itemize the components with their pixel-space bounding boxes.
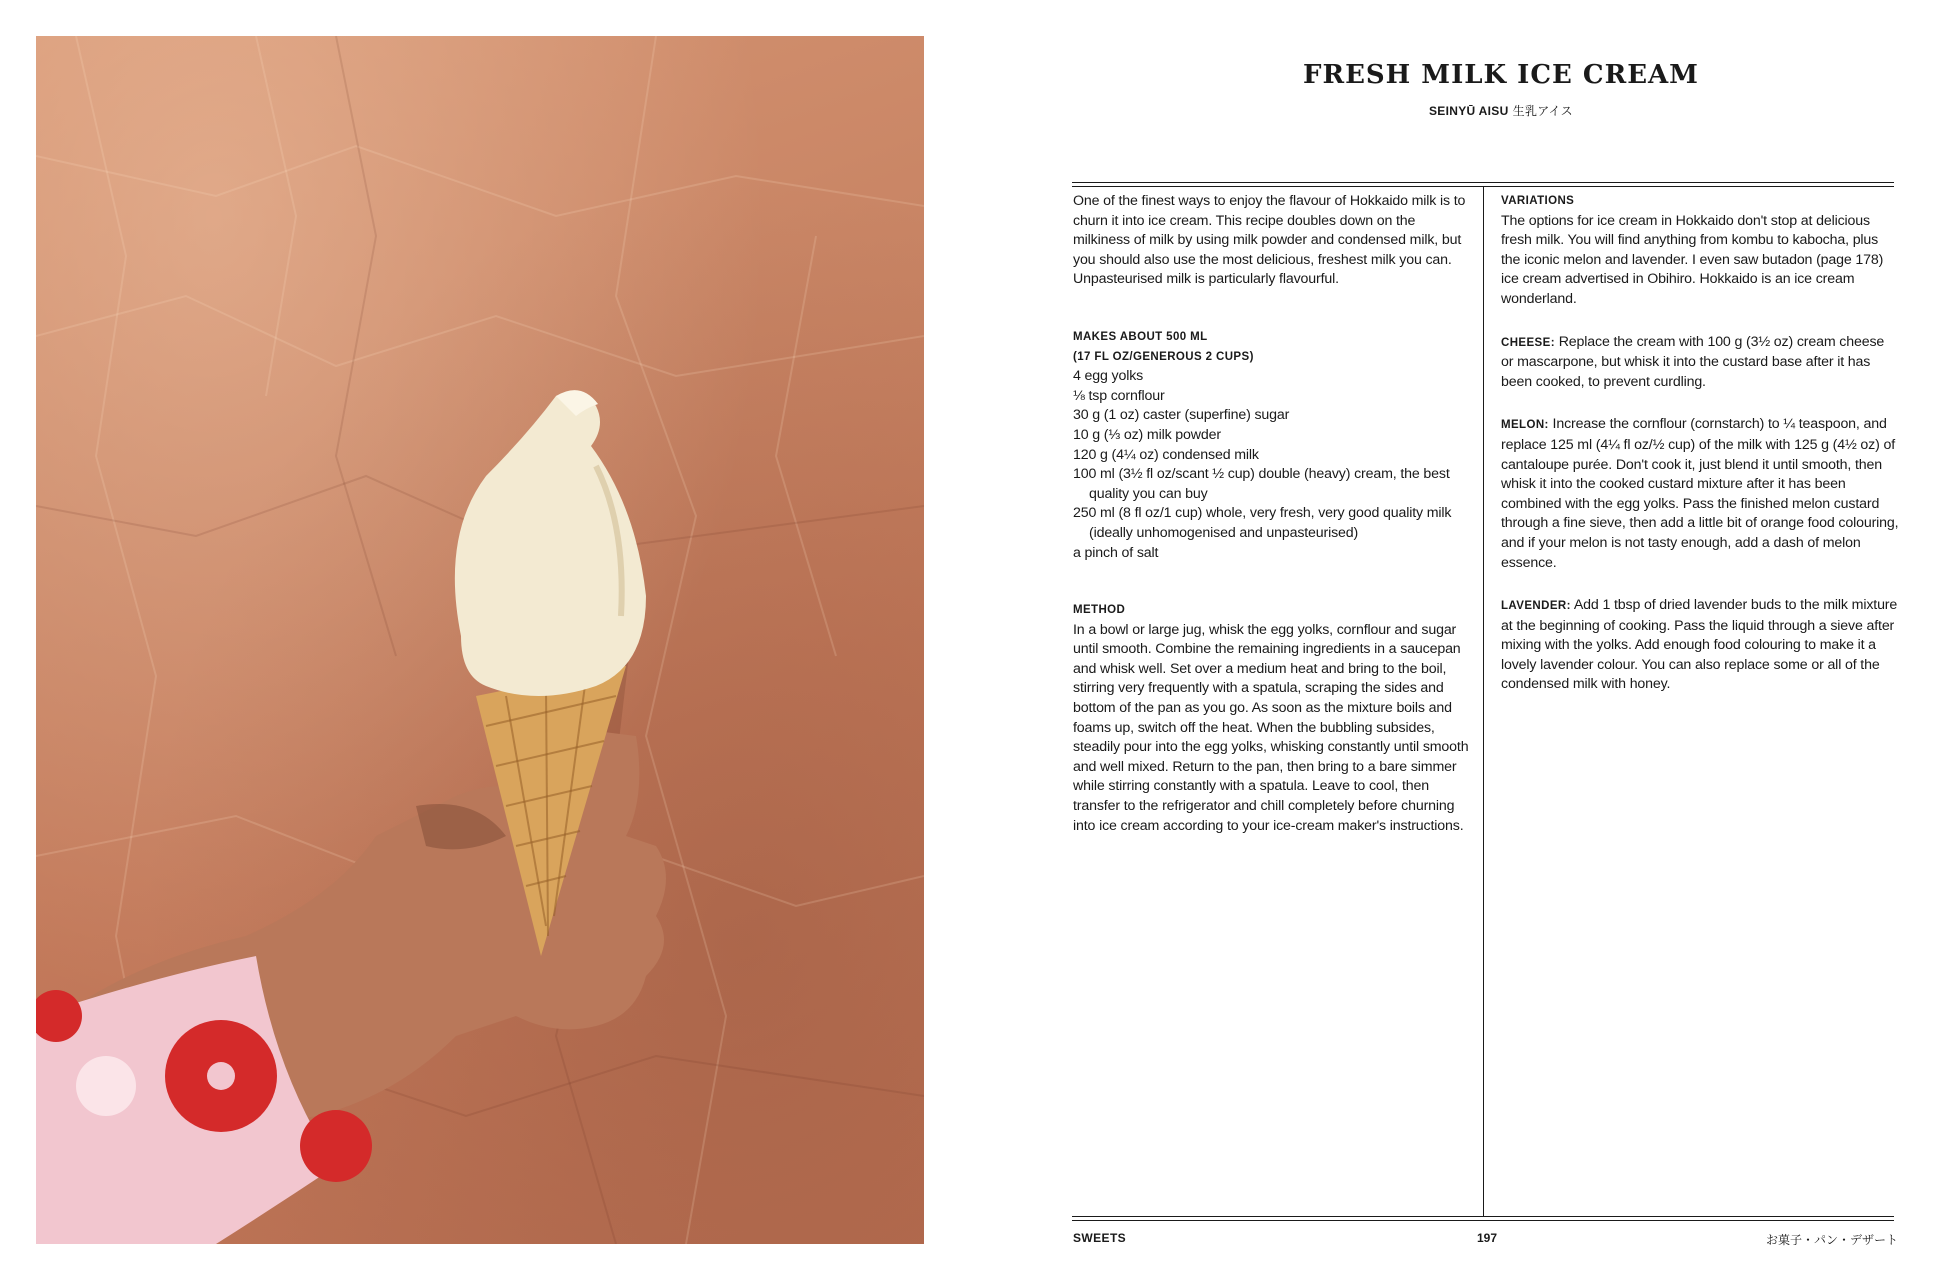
footer-section-japanese: お菓子・パン・デザート (1765, 1233, 1898, 1247)
method-heading: METHOD (1073, 604, 1126, 617)
page-number: 197 (1476, 1231, 1498, 1245)
bottom-rule (1072, 1216, 1894, 1221)
right-column (1501, 192, 1899, 695)
recipe-japanese: 生乳アイス (1512, 104, 1573, 118)
photo-illustration (36, 36, 924, 1244)
ingredient: 10 g (⅓ oz) milk powder (1073, 426, 1221, 443)
variation-cheese (1501, 333, 1899, 393)
footer-section: SWEETS (1073, 1231, 1127, 1245)
recipe-title: FRESH MILK ICE CREAM (1303, 60, 1699, 90)
ice-cream-photo (36, 36, 924, 1244)
recipe-subtitle (1072, 102, 1930, 119)
recipe-intro: One of the finest ways to enjoy the flavour of Hokkaido milk is to churn it into ice cream. This recipe doubles down on the milkiness of milk by using milk powder and condensed milk, but you should also use the most delicious, freshest milk you can. Unpasteurised milk is particularly flavourful. (1073, 193, 1466, 288)
ingredient: 100 ml (3½ fl oz/scant ½ cup) double (heavy) cream, the best quality you can buy (1073, 466, 1450, 502)
variations-heading: VARIATIONS (1501, 195, 1575, 207)
ingredient: a pinch of salt (1073, 544, 1159, 561)
lavender-text: Add 1 tbsp of dried lavender buds to the milk mixture at the beginning of cooking. Pass the liquid through a sieve after mixing with the yolks. Add enough food colouring to make it a lovely lavender colour. You can also replace some or all of the condensed milk with honey. (1501, 597, 1898, 693)
ingredient: ⅛ tsp cornflour (1073, 387, 1165, 404)
column-divider (1483, 186, 1484, 1216)
yield-line-1: MAKES ABOUT 500 ML (1073, 330, 1208, 343)
variation-melon (1501, 415, 1899, 573)
melon-label: MELON: (1501, 419, 1549, 432)
ingredient: 120 g (4¼ oz) condensed milk (1073, 446, 1259, 463)
ingredient: 250 ml (8 fl oz/1 cup) whole, very fresh, very good quality milk (ideally unhomogenised and unpasteurised) (1073, 505, 1452, 541)
lavender-label: LAVENDER: (1501, 600, 1571, 613)
method-text: In a bowl or large jug, whisk the egg yolks, cornflour and sugar until smooth. Combine the remaining ingredients in a saucepan and whisk well. Set over a medium heat and bring to the boil, stirring very frequently with a spatula, scraping the sides and bottom of the pan as you go. As soon as the mixture boils and foams up, switch off the heat. When the bubbling subsides, steadily pour into the egg yolks, whisking constantly until smooth and well mixed. Return to the pan, then bring to a bare simmer while stirring constantly with a spatula. Leave to cool, then transfer to the refrigerator and chill completely before churning into ice cream according to your ice-cream maker's instructions. (1073, 621, 1469, 834)
yield-line-2: (17 FL OZ/GENEROUS 2 CUPS) (1073, 350, 1254, 363)
left-column (1073, 192, 1471, 836)
variation-lavender (1501, 596, 1899, 695)
cheese-label: CHEESE: (1501, 336, 1555, 349)
variations-intro: The options for ice cream in Hokkaido don't stop at delicious fresh milk. You will find anything from kombu to kabocha, plus the iconic melon and lavender. I even saw butadon (page 178) ice cream advertised in Obihiro. Hokkaido is an ice cream wonderland. (1501, 212, 1884, 307)
melon-text: Increase the cornflour (cornstarch) to ¼ teaspoon, and replace 125 ml (4¼ fl oz/½ cup) of the milk with 125 g (4½ oz) of cantaloupe purée. Don't cook it, just blend it until smooth, then whisk it into the cooked custard mixture after it has been combined with the egg yolks. Pass the finished melon custard through a fine sieve, then add a little bit of orange food colouring, and if your melon is not tasty enough, add a dash of melon essence. (1501, 416, 1899, 571)
ingredient: 30 g (1 oz) caster (superfine) sugar (1073, 407, 1290, 424)
recipe-romaji: SEINYŪ AISU (1429, 104, 1509, 118)
cheese-text: Replace the cream with 100 g (3½ oz) cream cheese or mascarpone, but whisk it into the custard base after it has been cooked, to prevent curdling. (1501, 333, 1885, 390)
ingredient: 4 egg yolks (1073, 368, 1144, 385)
ingredient-list (1073, 367, 1471, 563)
